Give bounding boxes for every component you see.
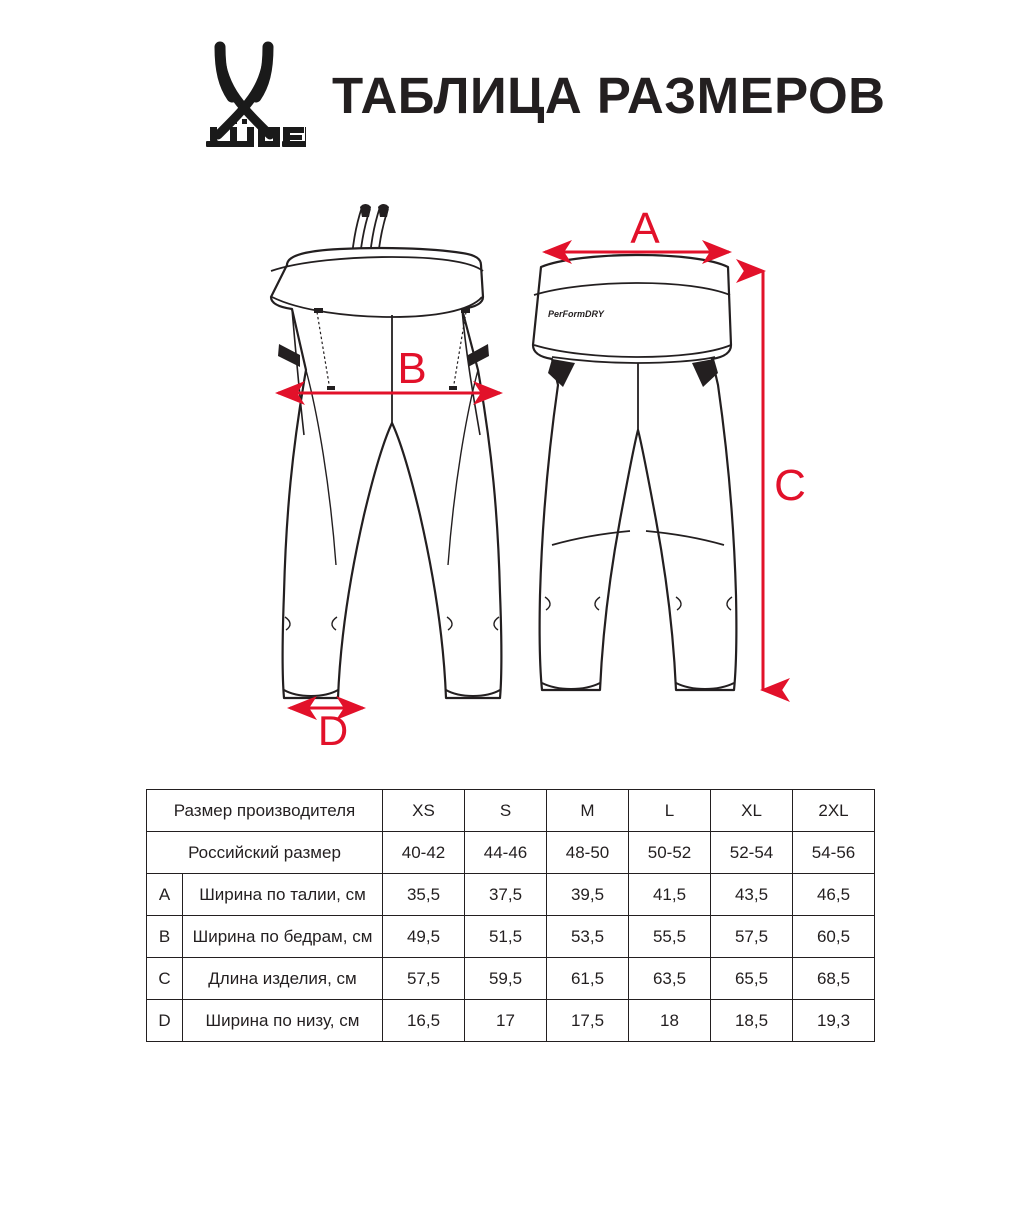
cell-b-xs: 49,5 — [383, 916, 465, 958]
back-pants-outline — [533, 255, 736, 690]
measurement-b-label: B — [397, 344, 427, 393]
cell-d-xl: 18,5 — [711, 1000, 793, 1042]
row-letter-c: C — [147, 958, 183, 1000]
cell-b-2xl: 60,5 — [793, 916, 875, 958]
table-row — [147, 874, 875, 916]
cell-c-2xl: 68,5 — [793, 958, 875, 1000]
cell-a-m: 39,5 — [547, 874, 629, 916]
left-accent-panel — [278, 344, 300, 367]
cell-d-m: 17,5 — [547, 1000, 629, 1042]
cell-c-l: 63,5 — [629, 958, 711, 1000]
cell-b-s: 51,5 — [465, 916, 547, 958]
row-letter-d: D — [147, 1000, 183, 1042]
size-table — [146, 789, 875, 1042]
cell-a-xs: 35,5 — [383, 874, 465, 916]
measurement-d-label: D — [317, 707, 349, 754]
russian-size-l: 50-52 — [629, 832, 711, 874]
page-header — [0, 0, 1024, 190]
size-header-m: M — [547, 790, 629, 832]
row-description-a: Ширина по талии, см — [183, 874, 383, 916]
size-header-s: S — [465, 790, 547, 832]
table-row — [147, 1000, 875, 1042]
front-pants-outline — [271, 248, 502, 698]
row-letter-a: A — [147, 874, 183, 916]
cell-c-s: 59,5 — [465, 958, 547, 1000]
cell-d-2xl: 19,3 — [793, 1000, 875, 1042]
russian-size-xl: 52-54 — [711, 832, 793, 874]
manufacturer-size-label: Размер производителя — [147, 790, 383, 832]
cell-b-xl: 57,5 — [711, 916, 793, 958]
measurement-d — [290, 707, 363, 754]
size-table-container — [146, 789, 874, 1042]
page-title: ТАБЛИЦА РАЗМЕРОВ — [332, 66, 886, 124]
measurement-c-label: C — [774, 461, 806, 510]
cell-d-s: 17 — [465, 1000, 547, 1042]
cell-a-2xl: 46,5 — [793, 874, 875, 916]
size-header-2xl: 2XL — [793, 790, 875, 832]
row-description-b: Ширина по бедрам, см — [183, 916, 383, 958]
cell-d-l: 18 — [629, 1000, 711, 1042]
size-header-xl: XL — [711, 790, 793, 832]
cell-a-xl: 43,5 — [711, 874, 793, 916]
cell-b-m: 53,5 — [547, 916, 629, 958]
size-header-xs: XS — [383, 790, 465, 832]
back-view-pants — [533, 255, 736, 690]
jogel-logo-icon — [198, 41, 310, 149]
cell-a-s: 37,5 — [465, 874, 547, 916]
left-zipper-stop — [327, 386, 335, 390]
russian-size-label: Российский размер — [147, 832, 383, 874]
cell-a-l: 41,5 — [629, 874, 711, 916]
measurement-a-label: A — [630, 204, 660, 253]
measurement-c — [763, 271, 806, 690]
cell-c-xs: 57,5 — [383, 958, 465, 1000]
left-zipper-pull — [314, 308, 323, 313]
russian-size-s: 44-46 — [465, 832, 547, 874]
table-row — [147, 958, 875, 1000]
table-row-russian-size — [147, 832, 875, 874]
pants-diagram-svg — [0, 185, 1024, 765]
russian-size-m: 48-50 — [547, 832, 629, 874]
table-row — [147, 916, 875, 958]
right-zipper-stop — [449, 386, 457, 390]
russian-size-2xl: 54-56 — [793, 832, 875, 874]
table-row-manufacturer-size — [147, 790, 875, 832]
row-letter-b: B — [147, 916, 183, 958]
pants-technical-illustration — [0, 185, 1024, 765]
cell-c-m: 61,5 — [547, 958, 629, 1000]
cell-d-xs: 16,5 — [383, 1000, 465, 1042]
front-view-pants — [271, 204, 502, 698]
measurement-a — [545, 204, 729, 253]
performdry-logo-text: PerFormDRY — [548, 309, 604, 319]
row-description-c: Длина изделия, см — [183, 958, 383, 1000]
row-description-d: Ширина по низу, см — [183, 1000, 383, 1042]
russian-size-xs: 40-42 — [383, 832, 465, 874]
cell-b-l: 55,5 — [629, 916, 711, 958]
cell-c-xl: 65,5 — [711, 958, 793, 1000]
size-header-l: L — [629, 790, 711, 832]
